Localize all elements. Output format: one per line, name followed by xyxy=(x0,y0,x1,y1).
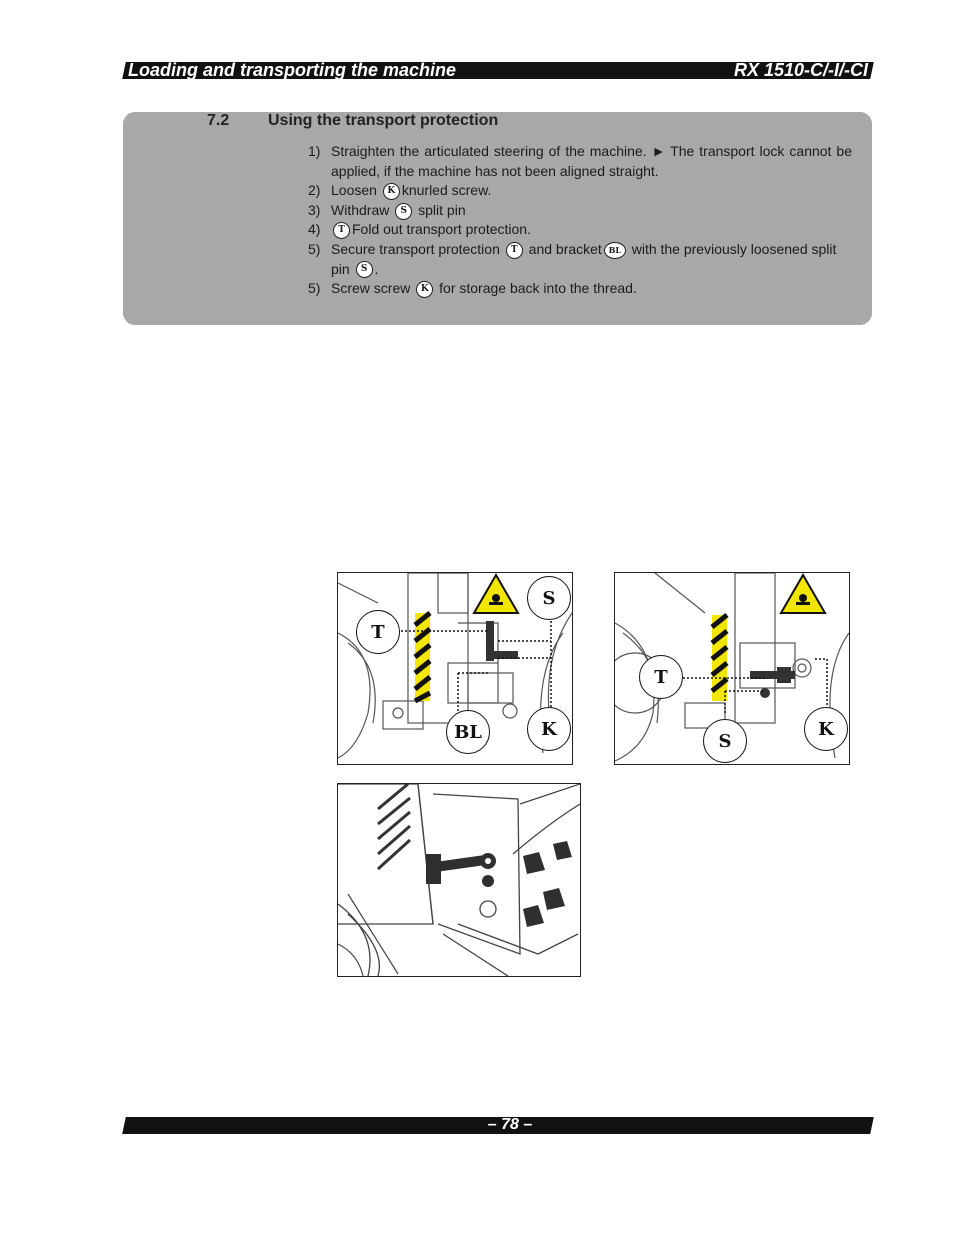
step-text: with the previously loosened split pin xyxy=(331,240,837,277)
list-item xyxy=(308,220,852,240)
step-text: Screw screw xyxy=(331,280,411,297)
chapter-title: Loading and transporting the machine xyxy=(128,60,457,80)
ref-mark-t: T xyxy=(333,222,350,239)
list-item xyxy=(308,279,852,299)
figure-transport-lock-fitted xyxy=(614,572,850,765)
section-title: Using the transport protection xyxy=(268,112,499,129)
warning-sign-icon xyxy=(474,575,518,613)
list-item xyxy=(308,181,852,201)
hazard-stripe xyxy=(415,613,430,701)
step-number: 3) xyxy=(308,201,321,218)
step-text: and bracket xyxy=(528,240,602,257)
page-number: – 78 – xyxy=(487,1116,533,1133)
callout-t: T xyxy=(356,610,400,654)
step-text: for storage back into the thread. xyxy=(439,280,637,297)
instruction-list xyxy=(308,142,852,299)
step-text: Withdraw xyxy=(331,201,390,218)
callout-s: S xyxy=(703,719,747,763)
step-text: Loosen xyxy=(331,182,377,199)
step-number: 4) xyxy=(308,221,321,238)
step-text: Fold out transport protection. xyxy=(352,221,531,238)
section-number: 7.2 xyxy=(207,112,230,129)
callout-s: S xyxy=(527,576,571,620)
hazard-stripe xyxy=(712,615,727,701)
list-item xyxy=(308,142,852,181)
step-text: Straighten the articulated steering of the machine. ► The transport lock cannot be applied, if the machine has not been aligned straight. xyxy=(331,143,852,179)
ref-mark-s: S xyxy=(356,261,373,278)
closeup-illustration xyxy=(338,784,580,976)
step-number: 1) xyxy=(308,143,321,159)
figure-transport-lock-stowed xyxy=(337,572,573,765)
step-text: knurled screw. xyxy=(401,182,492,199)
ref-mark-k: K xyxy=(383,183,400,200)
ref-mark-t: T xyxy=(506,242,523,259)
callout-k: K xyxy=(527,707,571,751)
callout-k: K xyxy=(804,707,848,751)
callout-bl: BL xyxy=(446,710,490,754)
step-number: 2) xyxy=(308,182,321,199)
ref-mark-k: K xyxy=(416,281,433,298)
list-item xyxy=(308,201,852,221)
step-text: Secure transport protection xyxy=(331,240,500,257)
step-text: split pin xyxy=(418,201,466,218)
figure-transport-lock-closeup xyxy=(337,783,581,977)
warning-sign-icon xyxy=(781,575,825,613)
step-number: 5) xyxy=(308,240,321,257)
ref-mark-bl: BL xyxy=(604,242,626,259)
model-name: RX 1510-C/-I/-CI xyxy=(733,60,868,80)
step-text: . xyxy=(374,260,379,277)
step-number: 5) xyxy=(308,280,321,297)
ref-mark-s: S xyxy=(395,203,412,220)
list-item xyxy=(308,240,852,279)
callout-t: T xyxy=(639,655,683,699)
